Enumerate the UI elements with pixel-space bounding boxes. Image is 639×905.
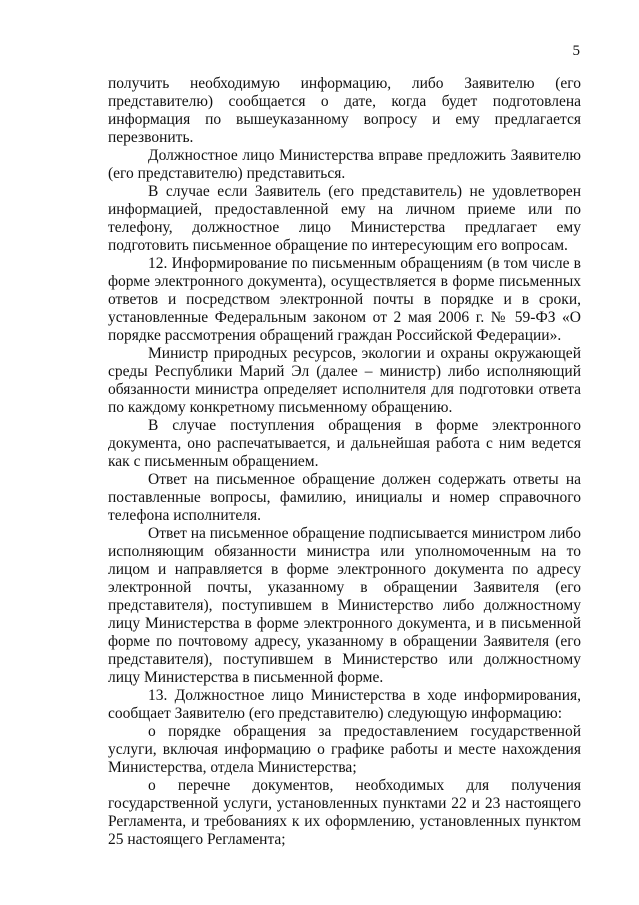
document-body xyxy=(108,75,581,849)
paragraph: Ответ на письменное обращение должен содержать ответы на поставленные вопросы, фамилию, инициалы и номер справочного телефона исполнителя. xyxy=(108,471,581,524)
paragraph: Должностное лицо Министерства вправе предложить Заявителю (его представителю) представиться. xyxy=(108,147,581,182)
paragraph: 13. Должностное лицо Министерства в ходе информирования, сообщает Заявителю (его представителю) следующую информацию: xyxy=(108,687,581,722)
paragraph: Ответ на письменное обращение подписывается министром либо исполняющим обязанности министра или уполномоченным на то лицом и направляется в форме электронного документа по адресу электронной почты, указанному в обращении Заявителя (его представителя), поступившем в Министерство либо должностному лицу Министерства в форме электронного документа, и в письменной форме по почтовому адресу, указанному в обращении Заявителя (его представителя), поступившем в Министерство или должностному лицу Министерства в письменной форме. xyxy=(108,525,581,686)
paragraph: получить необходимую информацию, либо Заявителю (его представителю) сообщается о дате, когда будет подготовлена информация по вышеуказанному вопросу и ему предлагается перезвонить. xyxy=(108,75,581,146)
paragraph: 12. Информирование по письменным обращениям (в том числе в форме электронного документа), осуществляется в форме письменных ответов и посредством электронной почты в порядке и в сроки, установленные Федеральным законом от 2 мая 2006 г. № 59-ФЗ «О порядке рассмотрения обращений граждан Российской Федерации». xyxy=(108,255,581,344)
paragraph: В случае поступления обращения в форме электронного документа, оно распечатывается, и дальнейшая работа с ним ведется как с письменным обращением. xyxy=(108,417,581,470)
paragraph: Министр природных ресурсов, экологии и охраны окружающей среды Республики Марий Эл (далее – министр) либо исполняющий обязанности министра определяет исполнителя для подготовки ответа по каждому конкретному письменному обращению. xyxy=(108,345,581,416)
page-number: 5 xyxy=(572,43,580,59)
paragraph: В случае если Заявитель (его представитель) не удовлетворен информацией, предоставленной ему на личном приеме или по телефону, должностное лицо Министерства предлагает ему подготовить письменное обращение по интересующим его вопросам. xyxy=(108,183,581,254)
paragraph: о перечне документов, необходимых для получения государственной услуги, установленных пунктами 22 и 23 настоящего Регламента, и требованиях к их оформлению, установленных пунктом 25 настоящего Регламента; xyxy=(108,777,581,848)
paragraph: о порядке обращения за предоставлением государственной услуги, включая информацию о графике работы и месте нахождения Министерства, отдела Министерства; xyxy=(108,723,581,776)
